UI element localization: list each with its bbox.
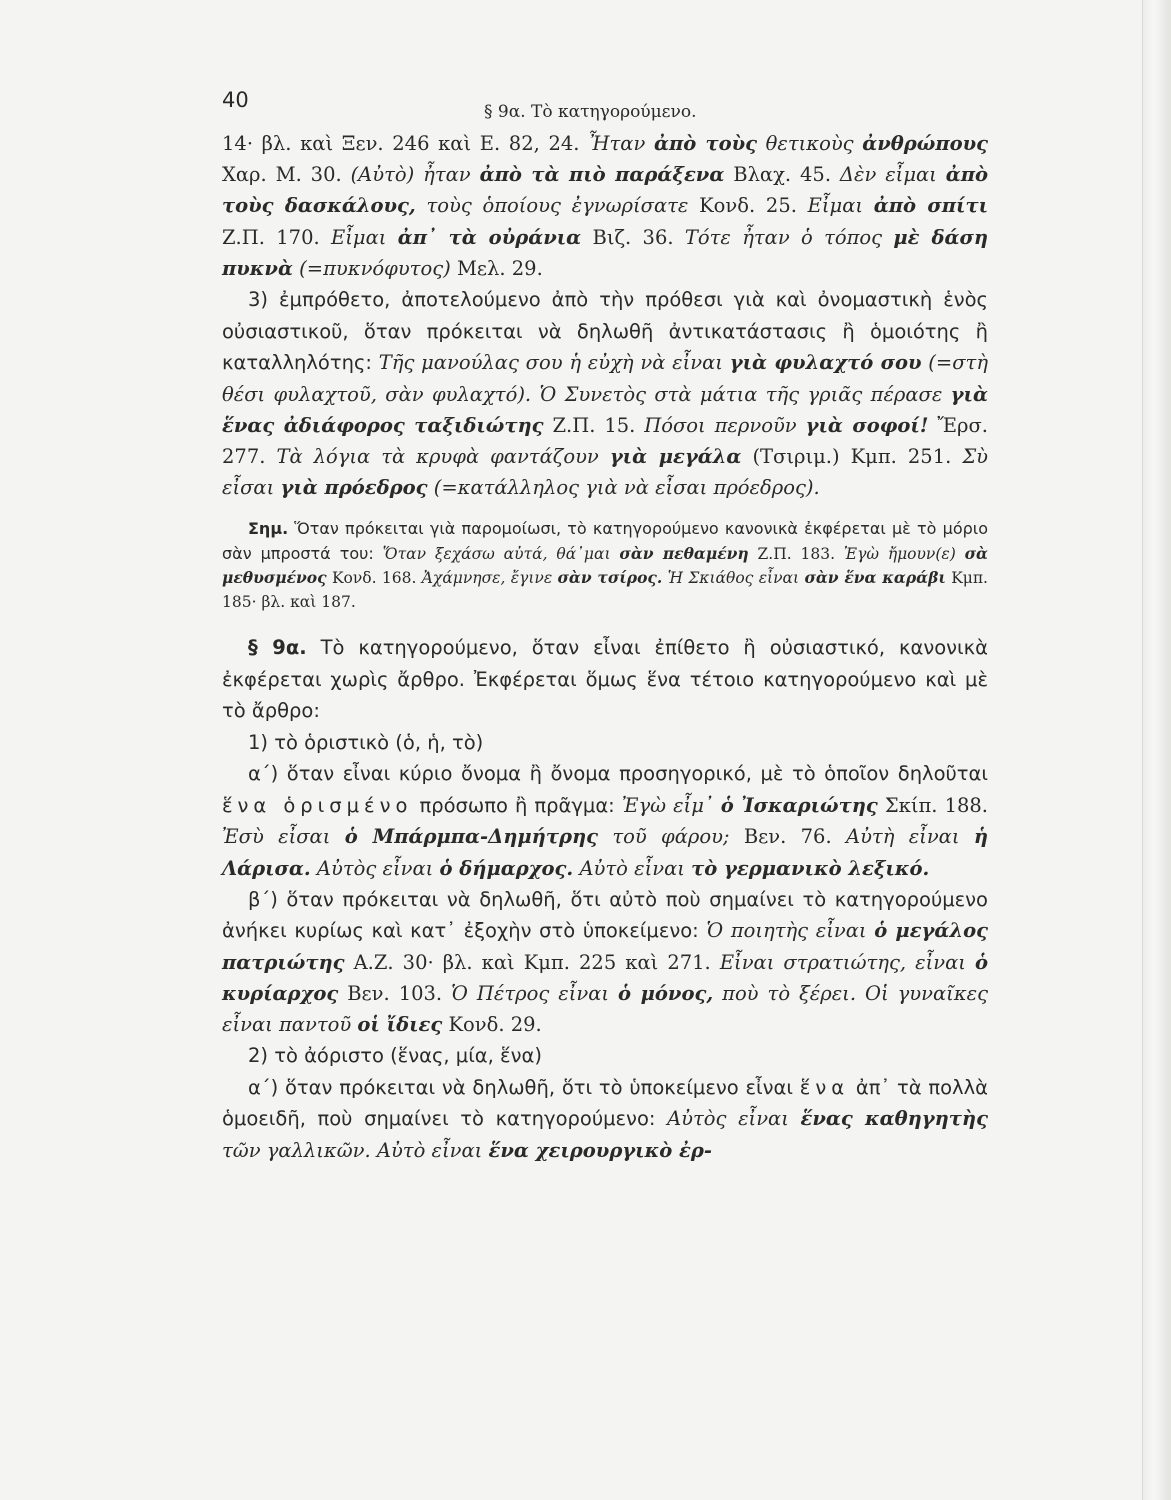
text-span: Σὺ εἶσαι (222, 444, 988, 500)
emphasis-span: ἀνθρώπους (862, 132, 989, 155)
emphasis-span: ἀπὸ τοὺς (653, 132, 758, 155)
text-span: Αὐτὸς εἶναι (316, 856, 434, 880)
text-span: Ὁ ποιητὴς εἶναι (706, 919, 867, 943)
emphasis-span: μὲ δάση πυκνὰ (222, 225, 989, 280)
text-span: Εἶμαι (331, 225, 387, 249)
note-label: Σημ. (248, 519, 289, 539)
text-span: Βιζ. 36. (581, 225, 685, 249)
text-span: α΄) ὅταν πρόκειται νὰ δηλωθῆ, ὅτι τὸ ὑποκείμενο εἶναι (248, 1075, 793, 1099)
emphasis-span: ὁ δήμαρχος. (439, 856, 574, 880)
text-span: Ζ.Π. 15. (543, 413, 645, 437)
text-span: ἀπ᾽ τὰ πολλὰ ὁμοειδῆ, ποὺ σημαίνει τὸ κατηγορούμενο: (222, 1075, 988, 1131)
text-span: Ἐσὺ εἶσαι (222, 825, 331, 849)
text-span: Ὅταν πρόκειται γιὰ παρομοίωσι, τὸ κατηγορούμενο κανονικὰ ἐκφέρεται μὲ τὸ μόριο σὰν μπροστά του: (222, 519, 988, 563)
text-span: Α.Ζ. 30· βλ. καὶ Κμπ. 225 καὶ 271. (344, 950, 720, 974)
text-span: Ζ.Π. 183. (748, 544, 844, 563)
text-span: Ἐγὼ ἤμουν(ε) (843, 544, 956, 563)
emphasis-span: σὰν ἕνα καράβι (804, 568, 946, 588)
text-span: (Αὐτὸ) ἦταν (350, 163, 471, 187)
text-span: Αὐτὸ εἶναι (579, 856, 685, 880)
emphasis-span: σὰ μεθυσμένος (222, 543, 988, 588)
emphasis-span: ὁ Ἰσκαριώτης (720, 793, 878, 817)
note-paragraph (222, 517, 988, 614)
text-span: β΄) ὅταν πρόκειται νὰ δηλωθῆ, ὅτι αὐτὸ ποὺ σημαίνει τὸ κατηγορούμενο ἀνήκει κυρίως καὶ κατ᾽ ἐξοχὴν στὸ ὑποκείμενο: (222, 887, 988, 943)
text-span: Σκίπ. 188. (877, 793, 988, 817)
text-span: Ἡ Σκιάθος εἶναι (667, 569, 800, 588)
emphasis-span: ὁ Μπάρμπα-Δημήτρης (344, 825, 598, 849)
emphasis-span: γιὰ πρόεδρος (280, 476, 428, 500)
text-span: Χαρ. Μ. 30. (222, 163, 351, 187)
emphasis-span: ἀπὸ σπίτι (873, 194, 989, 218)
text-span: Κμπ. 185· βλ. καὶ 187. (222, 569, 988, 611)
emphasis-span: τὸ γερμανικὸ λεξικό. (691, 856, 930, 880)
emphasis-span: σὰν πεθαμένη (619, 543, 749, 563)
text-span: Μελ. 29. (450, 256, 543, 280)
text-span: πρόσωπο ἢ πρᾶγμα: (419, 793, 615, 817)
text-span: Κονδ. 29. (442, 1013, 542, 1037)
text-span: Τὰ λόγια τὰ κρυφὰ φαντάζουν (276, 444, 599, 468)
emphasis-span: ὁ μεγάλος πατριώτης (222, 919, 988, 974)
text-span: τῶν γαλλικῶν. Αὐτὸ εἶναι (222, 1138, 483, 1162)
list-item-2: 2) τὸ ἀόριστο (ἕνας, μία, ἕνα) (248, 1044, 542, 1068)
list-item-1: 1) τὸ ὁριστικὸ (ὁ, ἡ, τὸ) (248, 730, 484, 754)
text-span: Εἶμαι (807, 194, 864, 218)
text-span: (Τσιριμ.) Κμπ. 251. (741, 444, 963, 468)
spaced-text: ἕνα (799, 1075, 850, 1099)
text-span: Τότε ἦταν ὁ τόπος (684, 225, 883, 249)
text-span: Ἦταν (588, 132, 646, 155)
text-span: Βλαχ. 45. (724, 163, 840, 187)
text-span: Δὲν εἶμαι (839, 163, 937, 187)
running-title: § 9α. Τὸ κατηγορούμενο. (484, 102, 697, 122)
text-span: ποὺ τὸ ξέρει. Οἱ γυναῖκες εἶναι παντοῦ (222, 981, 988, 1037)
text-span: Ὅταν ξεχάσω αὐτά, θά᾽μαι (382, 544, 611, 563)
emphasis-span: ἀπὸ τοὺς δασκάλους, (222, 163, 989, 218)
paragraph-continuation (222, 128, 988, 284)
emphasis-span: ἕνας καθηγητὴς (800, 1107, 988, 1131)
page (222, 88, 988, 1166)
text-span: Ὁ Πέτρος εἶναι (451, 981, 610, 1005)
spaced-text: ἕνα ὁρισμένο (222, 793, 413, 817)
section-9a-intro (222, 632, 988, 727)
text-span: Κονδ. 25. (688, 194, 808, 218)
text-span: θετικοὺς (765, 132, 854, 155)
text-span: Ἀχάμνησε, ἔγινε (421, 569, 553, 588)
section-number: § 9α. (248, 636, 307, 660)
text-span: Πόσοι περνοῦν (644, 413, 797, 437)
text-span: Βεν. 103. (338, 981, 452, 1005)
sub-item-1b (222, 884, 988, 1041)
text-span: Κονδ. 168. (326, 569, 422, 588)
emphasis-span: ὁ μόνος, (618, 981, 714, 1005)
text-span: Αὐτὴ εἶναι (845, 825, 960, 849)
book-edge-shadow (1142, 0, 1171, 1500)
text-span: Ζ.Π. 170. (222, 225, 332, 249)
text-span: (=στὴ θέσι φυλαχτοῦ, σὰν φυλαχτό). (222, 351, 989, 406)
emphasis-span: ἕνα χειρουργικὸ ἐρ- (488, 1138, 712, 1162)
text-span: Βεν. 76. (729, 825, 846, 849)
emphasis-span: οἱ ἴδιες (357, 1013, 443, 1037)
text-span: Ἐγὼ εἶμ᾽ (621, 793, 714, 817)
emphasis-span: ὁ κυρίαρχος (222, 950, 988, 1005)
text-span: τοῦ φάρου; (612, 825, 730, 849)
paragraph-3-prepositional (222, 284, 988, 503)
text-span: Ὁ Συνετὸς στὰ μάτια τῆς γριᾶς πέρασε (539, 382, 943, 406)
emphasis-span: γιὰ φυλαχτό σου (729, 351, 922, 375)
emphasis-span: γιὰ μεγάλα (609, 444, 742, 468)
text-span: Τῆς μανούλας σου ἡ εὐχὴ νὰ εἶναι (378, 351, 723, 375)
text-span: (=κατάλληλος γιὰ νὰ εἶσαι πρόεδρος). (433, 476, 820, 500)
sub-item-2a (222, 1072, 988, 1166)
text-span: Εἶναι στρατιώτης, εἶναι (719, 950, 966, 974)
text-span: Τὸ κατηγορούμενο, ὅταν εἶναι ἐπίθετο ἢ οὐσιαστικό, κανονικὰ ἐκφέρεται χωρὶς ἄρθρο. Ἐκφέρεται ὅμως ἕνα τέτοιο κατηγορούμενο καὶ μὲ τὸ ἄρθρο: (222, 636, 988, 723)
emphasis-span: σὰν τσίρος. (557, 568, 663, 588)
emphasis-span: ἀπ᾽ τὰ οὐράνια (397, 225, 582, 249)
text-span: α΄) ὅταν εἶναι κύριο ὄνομα ἢ ὄνομα προσηγορικό, μὲ τὸ ὁποῖον δηλοῦται (248, 762, 988, 786)
text-span: (=πυκνόφυτος) (299, 256, 451, 280)
text-span: 14· βλ. καὶ Ξεν. 246 καὶ Ε. 82, 24. (222, 132, 589, 155)
text-span: Αὐτὸς εἶναι (667, 1107, 789, 1131)
sub-item-1a (222, 758, 988, 883)
emphasis-span: γιὰ σοφοί! (805, 413, 929, 437)
page-header (222, 88, 988, 128)
emphasis-span: γιὰ ἕνας ἀδιάφορος ταξιδιώτης (222, 382, 988, 437)
page-number: 40 (222, 88, 249, 112)
emphasis-span: ἀπὸ τὰ πιὸ παράξενα (479, 163, 725, 187)
text-span: Ἔρσ. 277. (222, 413, 988, 468)
emphasis-span: ἡ Λάρισα. (222, 825, 989, 880)
text-span: 3) ἐμπρόθετο, ἀποτελούμενο ἀπὸ τὴν πρόθεσι γιὰ καὶ ὀνομαστικὴ ἑνὸς οὐσιαστικοῦ, ὅταν πρόκειται νὰ δηλωθῆ ἀντικατάστασις ἢ ὁμοιότης ἢ καταλληλότης: (222, 288, 988, 375)
text-span: τοὺς ὁποίους ἐγνωρίσατε (426, 194, 689, 218)
